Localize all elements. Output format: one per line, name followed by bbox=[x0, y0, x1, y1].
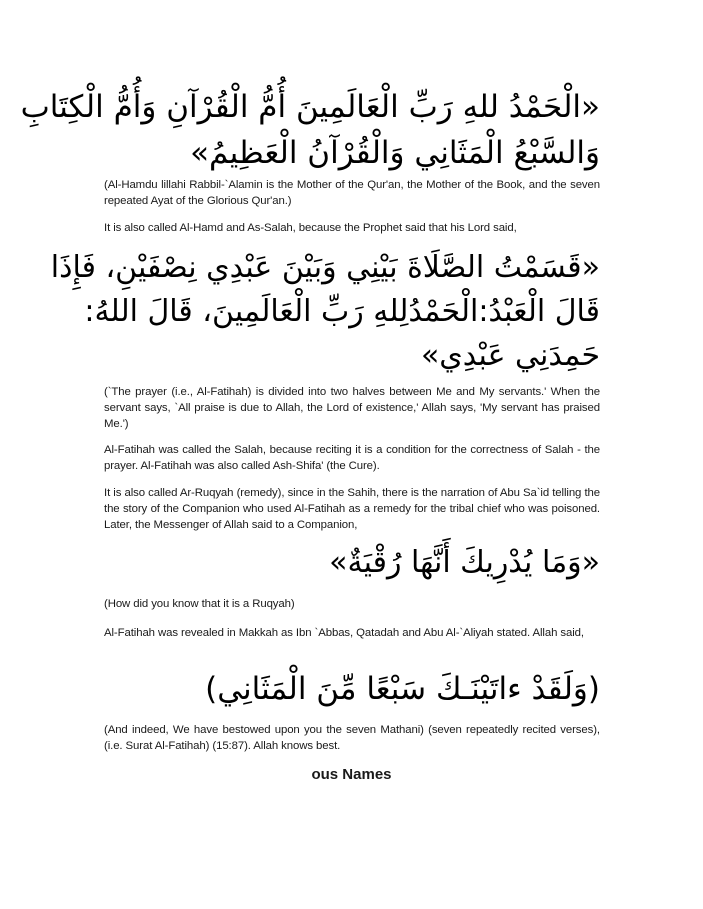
arabic-line: «قَسَمْتُ الصَّلَاةَ بَيْنِي وَبَيْنَ عَبْدِي نِصْفَيْنِ، فَإِذَا bbox=[50, 250, 600, 285]
section-heading: ous Names bbox=[311, 766, 392, 783]
arabic-line: «الْحَمْدُ للهِ رَبِّ الْعَالَمِينَ أُمُّ الْقُرْآنِ وَأُمُّ الْكِتَابِ bbox=[20, 89, 600, 125]
arabic-line: وَالسَّبْعُ الْمَثَانِي وَالْقُرْآنُ الْعَظِيمُ» bbox=[190, 135, 600, 171]
translation-paragraph: (`The prayer (i.e., Al-Fatihah) is divided into two halves between Me and My servants.' When the servant says, `All praise is due to Allah, the Lord of existence,' Allah says, 'My servant has praised Me.') bbox=[104, 386, 600, 430]
arabic-hadith-ruqyah: «وَمَا يُدْرِيكَ أَنَّهَا رُقْيَةٌ» bbox=[329, 545, 600, 580]
text-paragraph: It is also called Ar-Ruqyah (remedy), since in the Sahih, there is the narration of Abu Sa`id telling the the story of the Companion who used Al-Fatihah as a remedy for the tribal chief who was poisoned. Later, the Messenger of Allah said to a Companion, bbox=[104, 487, 600, 531]
arabic-hadith-mother-of-quran bbox=[20, 84, 600, 176]
text-paragraph: It is also called Al-Hamd and As-Salah, because the Prophet said that his Lord said, bbox=[104, 222, 517, 234]
translation-paragraph: (Al-Hamdu lillahi Rabbil-`Alamin is the Mother of the Qur'an, the Mother of the Book, and the seven repeated Ayat of the Glorious Qur'an.) bbox=[104, 179, 600, 207]
translation-paragraph: (How did you know that it is a Ruqyah) bbox=[104, 598, 295, 610]
arabic-line: قَالَ الْعَبْدُ:الْحَمْدُلِلهِ رَبِّ الْعَالَمِينَ، قَالَ اللهُ: bbox=[84, 294, 600, 329]
arabic-line: حَمِدَنِي عَبْدِي» bbox=[420, 338, 600, 373]
arabic-hadith-divided-prayer bbox=[50, 246, 600, 378]
translation-paragraph: (And indeed, We have bestowed upon you the seven Mathani) (seven repeatedly recited verses), (i.e. Surat Al-Fatihah) (15:87). Allah knows best. bbox=[104, 724, 600, 752]
text-paragraph: Al-Fatihah was called the Salah, because reciting it is a condition for the correctness of Salah - the prayer. Al-Fatihah was also called Ash-Shifa' (the Cure). bbox=[104, 444, 600, 472]
arabic-quran-verse: (وَلَقَدْ ءاتَيْنَـكَ سَبْعًا مِّنَ الْمَثَانِي) bbox=[205, 671, 600, 707]
text-paragraph: Al-Fatihah was revealed in Makkah as Ibn `Abbas, Qatadah and Abu Al-`Aliyah stated. Allah said, bbox=[104, 627, 584, 639]
